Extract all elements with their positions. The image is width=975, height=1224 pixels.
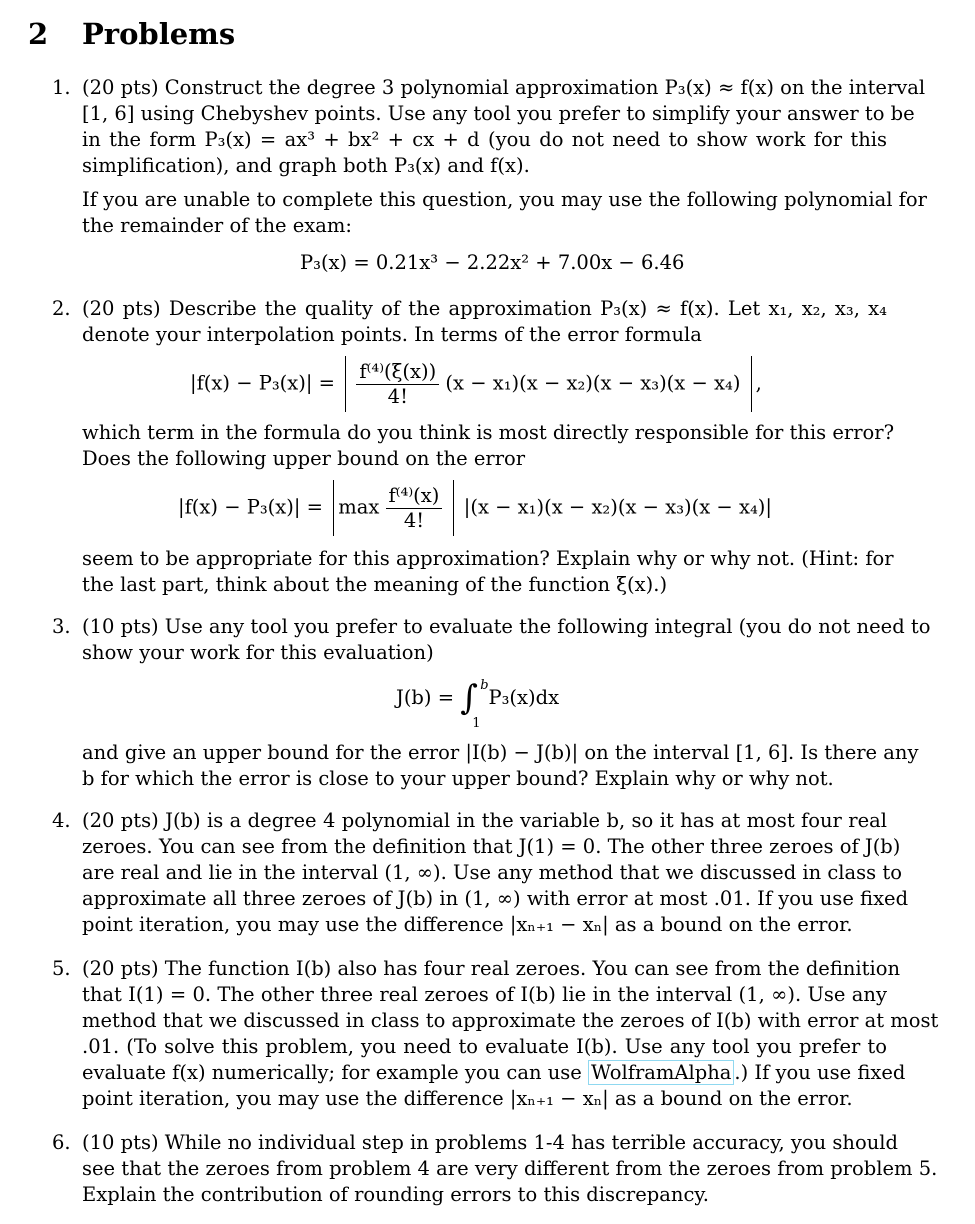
error-formula-product: (x − x₁)(x − x₂)(x − x₃)(x − x₄) bbox=[445, 371, 741, 395]
problem-6-line: Explain the contribution of rounding errors to this discrepancy. bbox=[82, 1183, 710, 1206]
integral-upper-limit: b bbox=[480, 678, 489, 694]
problem-1-line: simplification), and graph both P₃(x) and f(x). bbox=[82, 154, 530, 177]
problem-2-line: (20 pts) Describe the quality of the approximation P₃(x) ≈ f(x). Let x₁, x₂, x₃, x₄ bbox=[82, 297, 887, 320]
integral-sign: ∫ b 1 bbox=[460, 685, 482, 712]
problem-5-line bbox=[82, 1060, 906, 1087]
error-formula bbox=[190, 356, 762, 412]
wolframalpha-link[interactable]: WolframAlpha bbox=[588, 1060, 734, 1085]
problem-1-equation: P₃(x) = 0.21x³ − 2.22x² + 7.00x − 6.46 bbox=[300, 251, 685, 274]
integral-lower-limit: 1 bbox=[472, 716, 481, 732]
problem-4-line: (20 pts) J(b) is a degree 4 polynomial in the variable b, so it has at most four real bbox=[82, 809, 887, 832]
problem-1-line: If you are unable to complete this question, you may use the following polynomial for bbox=[82, 188, 927, 211]
fraction-denominator: 4! bbox=[387, 384, 408, 408]
error-formula-fraction bbox=[356, 360, 439, 409]
problem-2-number: 2. bbox=[52, 297, 71, 320]
problem-5-line: method that we discussed in class to approximate the zeroes of I(b) with error at most bbox=[82, 1009, 939, 1032]
max-operator: max bbox=[338, 495, 380, 519]
problem-4-line: point iteration, you may use the difference |xₙ₊₁ − xₙ| as a bound on the error. bbox=[82, 913, 853, 936]
error-formula-comma: , bbox=[755, 371, 762, 395]
problem-3-line: show your work for this evaluation) bbox=[82, 641, 434, 664]
problem-2-line: the last part, think about the meaning of the function ξ(x).) bbox=[82, 573, 668, 596]
problem-1-number: 1. bbox=[52, 76, 71, 99]
problem-5-number: 5. bbox=[52, 957, 71, 980]
fraction-denominator: 4! bbox=[403, 508, 425, 532]
fraction-numerator: f⁽⁴⁾(ξ(x)) bbox=[356, 360, 439, 385]
section-number: 2 bbox=[28, 17, 49, 51]
problem-1-line: (20 pts) Construct the degree 3 polynomial approximation P₃(x) ≈ f(x) on the interval bbox=[82, 76, 926, 99]
problem-2-line: seem to be appropriate for this approximation? Explain why or why not. (Hint: for bbox=[82, 547, 894, 570]
problem-3-line: and give an upper bound for the error |I(b) − J(b)| on the interval [1, 6]. Is there any bbox=[82, 741, 919, 764]
problem-4-line: zeroes. You can see from the definition that J(1) = 0. The other three zeroes of J(b) bbox=[82, 835, 901, 858]
problem-1-line: the remainder of the exam: bbox=[82, 214, 352, 237]
integrand: P₃(x)dx bbox=[488, 686, 560, 709]
problem-5-text: evaluate f(x) numerically; for example you can use bbox=[82, 1061, 582, 1084]
abs-bar-left bbox=[345, 356, 346, 412]
problem-6-line: (10 pts) While no individual step in problems 1-4 has terrible accuracy, you should bbox=[82, 1131, 899, 1154]
problem-3-line: (10 pts) Use any tool you prefer to evaluate the following integral (you do not need to bbox=[82, 615, 931, 638]
problem-1-line: in the form P₃(x) = ax³ + bx² + cx + d (you do not need to show work for this bbox=[82, 128, 887, 151]
fraction-numerator: f⁽⁴⁾(x) bbox=[386, 484, 443, 509]
error-bound-product: |(x − x₁)(x − x₂)(x − x₃)(x − x₄)| bbox=[463, 495, 772, 519]
problem-1-line: [1, 6] using Chebyshev points. Use any tool you prefer to simplify your answer to be bbox=[82, 102, 915, 125]
problem-5-line: .01. (To solve this problem, you need to evaluate I(b). Use any tool you prefer to bbox=[82, 1035, 887, 1058]
problem-5-line: point iteration, you may use the difference |xₙ₊₁ − xₙ| as a bound on the error. bbox=[82, 1087, 853, 1110]
problem-5-line: (20 pts) The function I(b) also has four real zeroes. You can see from the definition bbox=[82, 957, 901, 980]
problem-2-line: denote your interpolation points. In terms of the error formula bbox=[82, 323, 702, 346]
error-bound-lhs: |f(x) − P₃(x)| = bbox=[178, 495, 323, 519]
integral-definition bbox=[396, 678, 560, 732]
error-formula-lhs: |f(x) − P₃(x)| = bbox=[190, 371, 335, 395]
problem-3-line: b for which the error is close to your upper bound? Explain why or why not. bbox=[82, 767, 834, 790]
problem-6-number: 6. bbox=[52, 1131, 71, 1154]
error-bound bbox=[178, 480, 772, 536]
problem-3-number: 3. bbox=[52, 615, 71, 638]
abs-bar-left bbox=[333, 480, 334, 536]
problem-2-line: Does the following upper bound on the error bbox=[82, 447, 526, 470]
problem-4-line: are real and lie in the interval (1, ∞). Use any method that we discussed in class to bbox=[82, 861, 902, 884]
problem-5-line: that I(1) = 0. The other three real zeroes of I(b) lie in the interval (1, ∞). Use any bbox=[82, 983, 887, 1006]
integral-lhs: J(b) = bbox=[396, 686, 455, 709]
section-heading bbox=[28, 16, 235, 52]
problem-4-line: approximate all three zeroes of J(b) in (1, ∞) with error at most .01. If you use fixed bbox=[82, 887, 909, 910]
section-title: Problems bbox=[82, 17, 236, 51]
problem-2-line: which term in the formula do you think is most directly responsible for this error? bbox=[82, 421, 895, 444]
abs-bar-right bbox=[453, 480, 454, 536]
problem-5-text: .) If you use fixed bbox=[734, 1061, 906, 1084]
abs-bar-right bbox=[751, 356, 752, 412]
error-bound-fraction bbox=[386, 484, 443, 533]
problem-6-line: see that the zeroes from problem 4 are very different from the zeroes from problem 5. bbox=[82, 1157, 938, 1180]
problem-4-number: 4. bbox=[52, 809, 71, 832]
